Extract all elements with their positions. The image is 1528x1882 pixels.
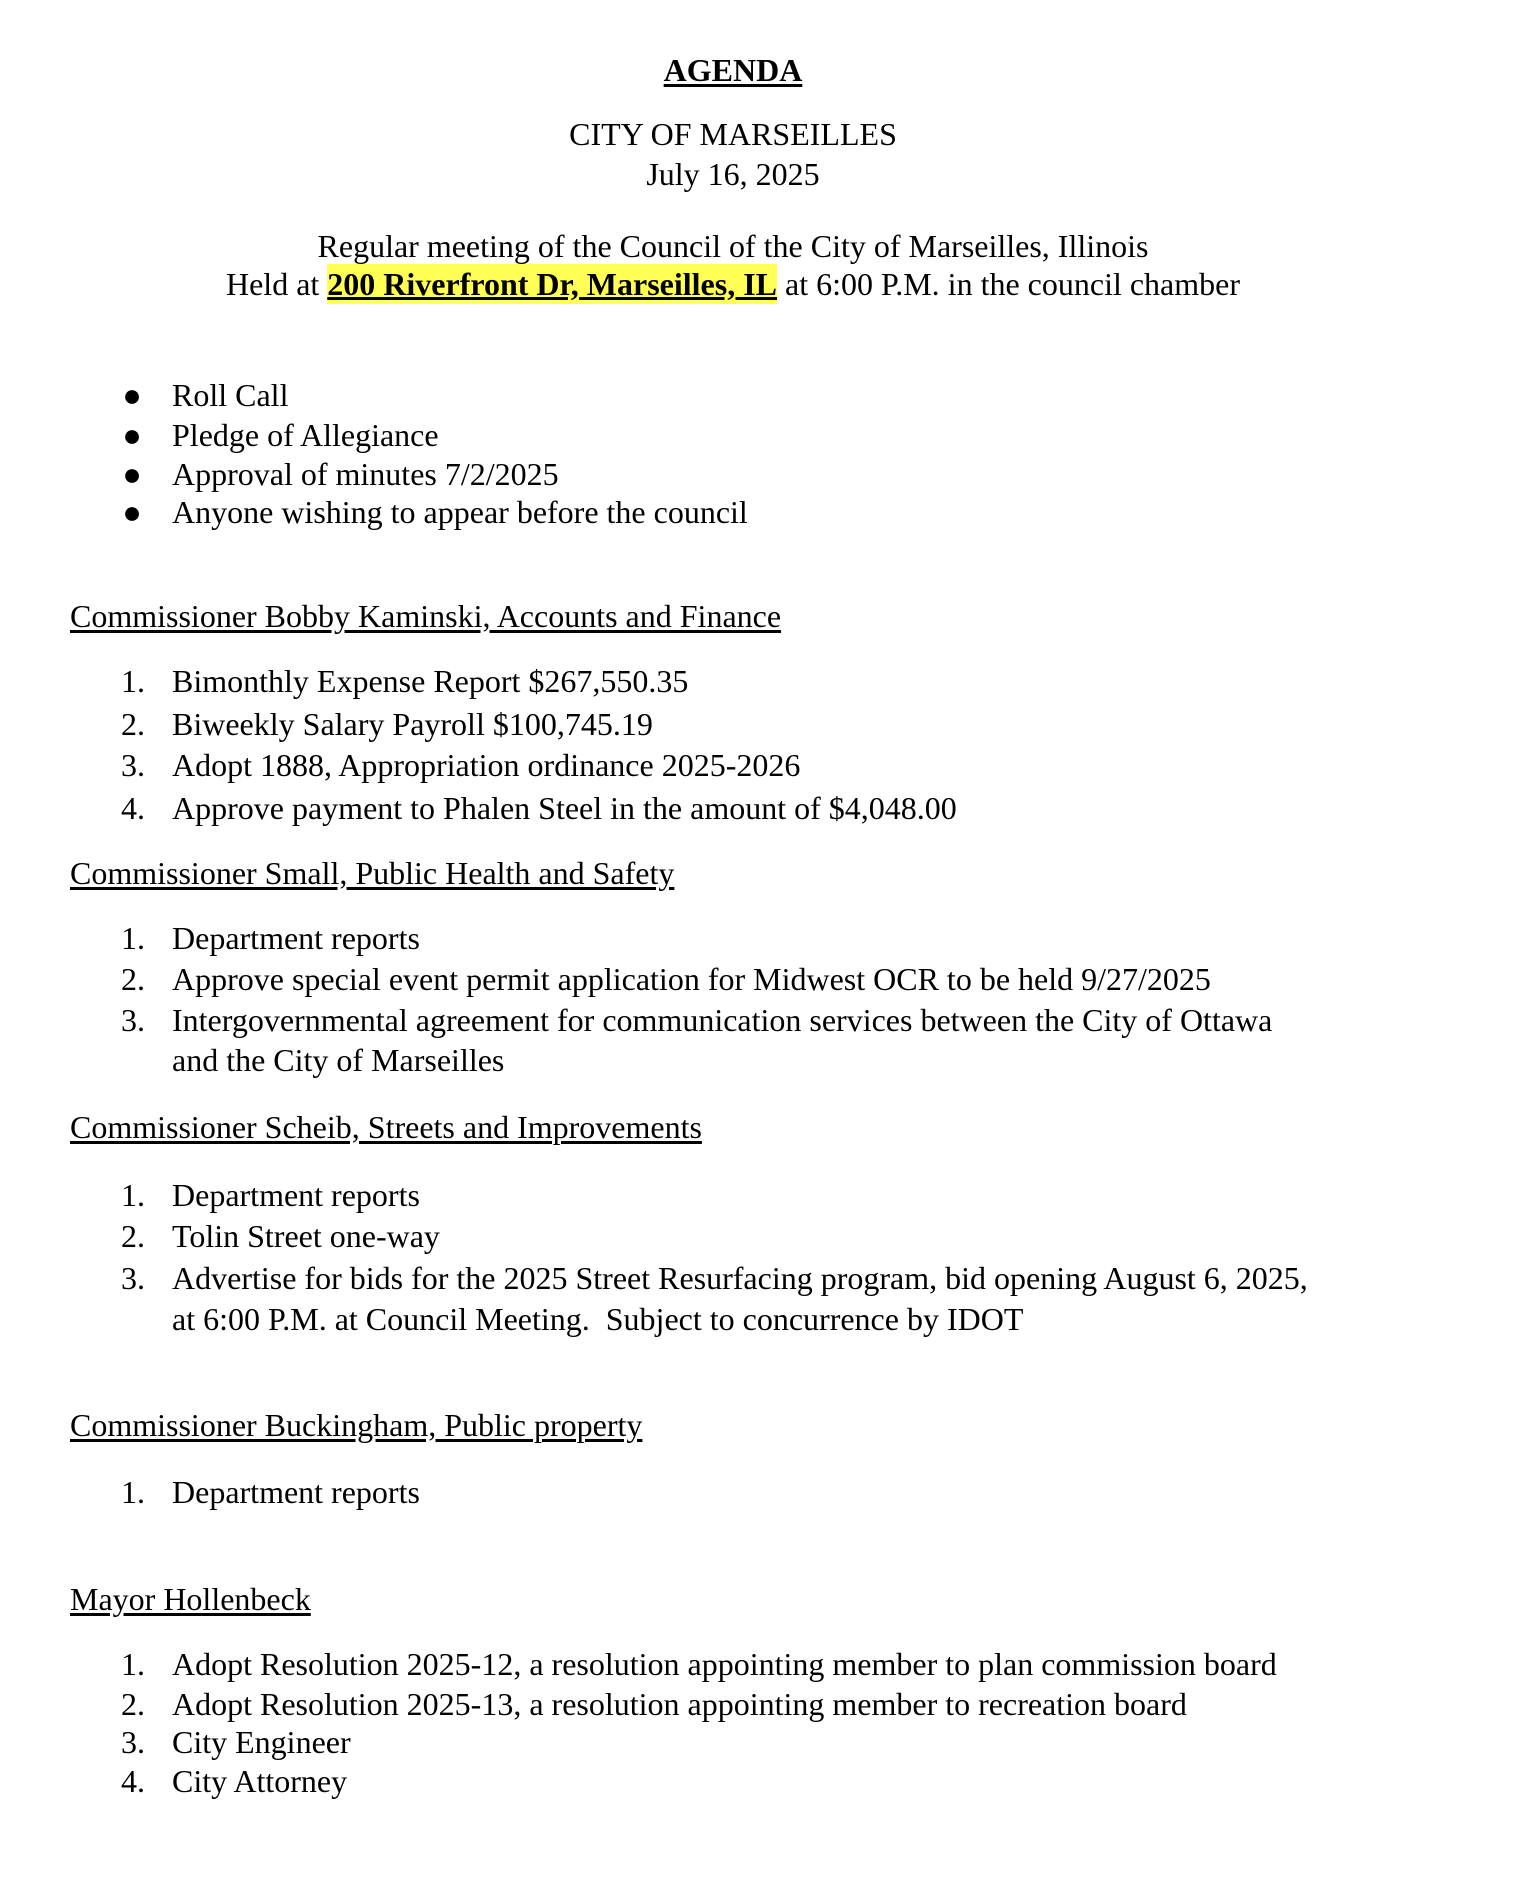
item-text: City Attorney: [172, 1763, 348, 1799]
item-number: 2.: [121, 961, 145, 997]
item-text: Department reports: [172, 1177, 420, 1213]
list-item-text: Pledge of Allegiance: [172, 417, 439, 453]
list-item-text: Approval of minutes 7/2/2025: [172, 456, 559, 492]
item-number: 3.: [121, 1724, 145, 1760]
item-text: Bimonthly Expense Report $267,550.35: [172, 663, 689, 699]
bullet-icon: ●: [122, 494, 142, 530]
item-text: Intergovernmental agreement for communication services between the City of Ottawa: [172, 1002, 1273, 1038]
item-text: Adopt Resolution 2025-13, a resolution appointing member to recreation board: [172, 1686, 1187, 1722]
list-item-text: Roll Call: [172, 377, 289, 413]
item-text: Tolin Street one-way: [172, 1218, 440, 1254]
item-text: Adopt 1888, Appropriation ordinance 2025-2026: [172, 747, 801, 783]
section-heading: Commissioner Scheib, Streets and Improvements: [70, 1109, 702, 1145]
item-number: 3.: [121, 747, 145, 783]
held-prefix: Held at: [225, 266, 328, 302]
page-title: AGENDA: [663, 52, 803, 88]
meeting-location-line: [0, 264, 1466, 304]
item-number: 1.: [121, 1646, 145, 1682]
item-text: Adopt Resolution 2025-12, a resolution appointing member to plan commission board: [172, 1646, 1277, 1682]
item-number: 2.: [121, 1686, 145, 1722]
item-text: Advertise for bids for the 2025 Street Resurfacing program, bid opening August 6, 2025,: [172, 1260, 1308, 1296]
item-text: Department reports: [172, 1474, 420, 1510]
item-number: 1.: [121, 663, 145, 699]
meeting-address: 200 Riverfront Dr, Marseilles, IL: [327, 266, 777, 302]
item-number: 1.: [121, 1474, 145, 1510]
item-text: Approve payment to Phalen Steel in the amount of $4,048.00: [172, 790, 957, 826]
item-text: Biweekly Salary Payroll $100,745.19: [172, 706, 653, 742]
bullet-icon: ●: [122, 377, 142, 413]
section-heading: Commissioner Buckingham, Public property: [70, 1407, 643, 1443]
item-number: 3.: [121, 1260, 145, 1296]
item-number: 2.: [121, 1218, 145, 1254]
item-text: Approve special event permit application for Midwest OCR to be held 9/27/2025: [172, 961, 1211, 997]
item-text: Department reports: [172, 920, 420, 956]
meeting-date: July 16, 2025: [646, 156, 820, 192]
list-item-text: Anyone wishing to appear before the council: [172, 494, 748, 530]
item-text: and the City of Marseilles: [172, 1042, 505, 1078]
section-heading: Commissioner Bobby Kaminski, Accounts and Finance: [70, 598, 782, 634]
item-text: at 6:00 P.M. at Council Meeting. Subject to concurrence by IDOT: [172, 1301, 1024, 1337]
item-number: 1.: [121, 920, 145, 956]
item-text: City Engineer: [172, 1724, 351, 1760]
section-heading: Commissioner Small, Public Health and Safety: [70, 855, 675, 891]
item-number: 4.: [121, 1763, 145, 1799]
item-number: 4.: [121, 790, 145, 826]
item-number: 1.: [121, 1177, 145, 1213]
meeting-description: Regular meeting of the Council of the City of Marseilles, Illinois: [317, 228, 1149, 264]
held-suffix: at 6:00 P.M. in the council chamber: [776, 266, 1240, 302]
bullet-icon: ●: [122, 456, 142, 492]
item-number: 2.: [121, 706, 145, 742]
item-number: 3.: [121, 1002, 145, 1038]
city-name: CITY OF MARSEILLES: [569, 116, 897, 152]
section-heading: Mayor Hollenbeck: [70, 1581, 311, 1617]
bullet-icon: ●: [122, 417, 142, 453]
